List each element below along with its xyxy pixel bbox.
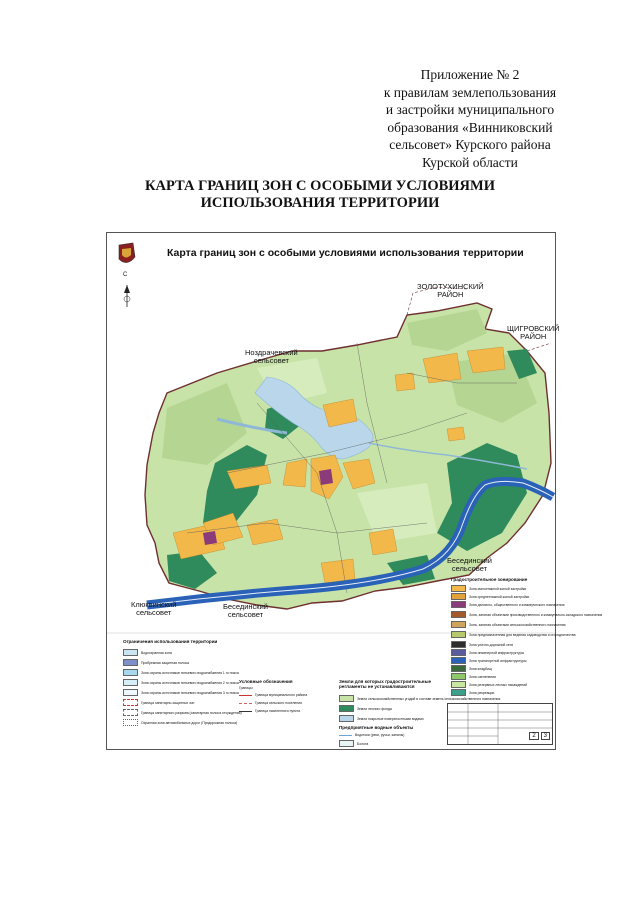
legend-swatch bbox=[239, 695, 252, 696]
legend-swatch bbox=[123, 709, 138, 716]
legend-item bbox=[451, 601, 564, 608]
legend-item bbox=[239, 709, 300, 713]
legend-label: Зона озеленения bbox=[469, 674, 496, 679]
legend-swatch bbox=[123, 689, 138, 696]
legend-symbols-subtitle: Границы bbox=[239, 686, 253, 690]
legend-swatch bbox=[339, 695, 354, 702]
legend-swatch bbox=[451, 585, 466, 592]
legend-label: Зона, занятая объектами сельскохозяйственного назначения bbox=[469, 622, 566, 627]
label-line: ЩИГРОВСКИЙ bbox=[507, 324, 560, 333]
legend-label: Зона малоэтажной жилой застройки bbox=[469, 586, 527, 591]
legend-swatch bbox=[339, 715, 354, 722]
coat-of-arms-icon bbox=[119, 243, 135, 263]
legend-item bbox=[339, 695, 500, 702]
legend-item bbox=[451, 649, 524, 656]
legend-label: Зона резервных лесных насаждений bbox=[469, 682, 528, 687]
document-title-line: КАРТА ГРАНИЦ ЗОН С ОСОБЫМИ УСЛОВИЯМИ bbox=[145, 178, 495, 194]
legend-label: Земли покрытые поверхностными водами bbox=[357, 716, 424, 721]
legend-swatch bbox=[123, 669, 138, 676]
label-line: РАЙОН bbox=[520, 332, 547, 341]
legend-swatch bbox=[451, 673, 466, 680]
legend-item bbox=[451, 641, 513, 648]
legend-item bbox=[451, 611, 602, 618]
legend-label: Зона кладбищ bbox=[469, 666, 492, 671]
settlement-area bbox=[467, 347, 505, 373]
legend-swatch bbox=[451, 657, 466, 664]
legend-swatch bbox=[451, 611, 466, 618]
legend-label: Граница санитарного разрыва (санитарная полоса отчуждения) bbox=[141, 710, 242, 715]
label-shchigrovsky bbox=[507, 325, 559, 341]
label-line: ЗОЛОТУХИНСКИЙ bbox=[417, 282, 484, 291]
appendix-line: Курской области bbox=[422, 154, 518, 170]
legend-label: Зона улично-дорожной сети bbox=[469, 642, 514, 647]
legend-label: Прибрежная защитная полоса bbox=[141, 660, 190, 665]
legend-swatch bbox=[123, 659, 138, 666]
legend-item bbox=[339, 705, 392, 712]
legend-swatch bbox=[123, 679, 138, 686]
legend-swatch bbox=[339, 735, 352, 736]
appendix-line: к правилам землепользования bbox=[383, 84, 557, 100]
legend-label: Зона предназначенная для ведения садоводства и огородничества bbox=[469, 632, 576, 637]
legend-swatch bbox=[451, 665, 466, 672]
legend-swatch bbox=[239, 711, 252, 712]
settlement-area bbox=[447, 427, 465, 441]
legend-item bbox=[239, 701, 302, 705]
legend-item bbox=[451, 665, 492, 672]
legend-item bbox=[123, 679, 239, 686]
public-zone bbox=[319, 469, 333, 485]
legend-item bbox=[451, 585, 526, 592]
legend-item bbox=[339, 733, 404, 737]
legend-label: Граница сельского поселения bbox=[255, 701, 302, 705]
legend-symbols-title: Условные обозначения bbox=[239, 679, 293, 684]
legend-label: Граница населенного пункта bbox=[255, 709, 300, 713]
legend-label: Зона инженерной инфраструктуры bbox=[469, 650, 525, 655]
legend-label: Водоохранная зона bbox=[141, 650, 172, 655]
appendix-line: Приложение № 2 bbox=[420, 67, 520, 82]
legend-label: Охранная зона автомобильных дорог (Придорожная полоса) bbox=[141, 720, 238, 725]
label-besedinsky-south bbox=[223, 603, 268, 619]
legend-swatch bbox=[123, 719, 138, 726]
legend-swatch bbox=[451, 681, 466, 688]
legend-label: Зона среднеэтажной жилой застройки bbox=[469, 594, 530, 599]
sheet-total: 3 bbox=[541, 732, 550, 740]
map-title: Карта границ зон с особыми условиями использования территории bbox=[167, 247, 524, 259]
document-title-line: ИСПОЛЬЗОВАНИЯ ТЕРРИТОРИИ bbox=[200, 195, 440, 211]
legend-item bbox=[451, 689, 494, 696]
label-nozdrachevsky bbox=[245, 349, 298, 365]
label-klyukvinsky bbox=[131, 601, 176, 617]
legend-label: Граница муниципального района bbox=[255, 693, 308, 697]
legend-swatch bbox=[123, 699, 138, 706]
map-sheet bbox=[106, 232, 603, 750]
legend-lands-title: Земли для которых градостроительные регламенты не устанавливаются bbox=[339, 679, 432, 689]
legend-swatch bbox=[451, 649, 466, 656]
label-line: сельсовет bbox=[227, 610, 264, 619]
legend-swatch bbox=[339, 740, 354, 747]
label-line: Клюквинский bbox=[131, 600, 177, 609]
legend-item bbox=[451, 631, 575, 638]
legend-label: Зона охраны источников питьевого водоснабжения 1 го пояса bbox=[141, 670, 239, 675]
legend-item bbox=[339, 715, 423, 722]
legend-restrictions-title: Ограничения использования территории bbox=[123, 639, 218, 644]
north-arrow-icon bbox=[124, 285, 130, 307]
label-line: сельсовет bbox=[451, 564, 488, 573]
legend-label: Зона охраны источников питьевого водоснабжения 2 го пояса bbox=[141, 680, 239, 685]
legend-label: Зона рекреации bbox=[469, 690, 495, 695]
sheet-current: 2 bbox=[529, 732, 538, 740]
legend-label: Болота bbox=[357, 741, 369, 746]
legend-swatch bbox=[123, 649, 138, 656]
legend-swatch bbox=[239, 703, 252, 704]
legend-item bbox=[451, 657, 526, 664]
legend-item bbox=[239, 693, 307, 697]
label-line: Бесединский bbox=[447, 556, 492, 565]
legend-item bbox=[123, 659, 189, 666]
label-line: Ноздрачевский bbox=[245, 348, 298, 357]
legend-item bbox=[451, 593, 529, 600]
legend-swatch bbox=[451, 631, 466, 638]
legend-swatch bbox=[451, 601, 466, 608]
legend-linear-title: Предприятные водные объекты bbox=[339, 725, 414, 730]
legend-label: Земли лесного фонда bbox=[357, 706, 392, 711]
title-block-stamp bbox=[447, 703, 553, 745]
legend-item bbox=[123, 649, 172, 656]
legend-label: Граница санитарно-защитных зон bbox=[141, 700, 195, 705]
legend-label: Зона транспортной инфраструктуры bbox=[469, 658, 527, 663]
legend-item bbox=[123, 689, 239, 696]
settlement-area bbox=[369, 529, 397, 555]
legend-swatch bbox=[451, 621, 466, 628]
appendix-line: образования «Винниковский bbox=[387, 119, 553, 135]
sheet-number bbox=[529, 732, 550, 740]
legend-item bbox=[123, 719, 237, 726]
document-title bbox=[100, 178, 540, 212]
legend-swatch bbox=[339, 705, 354, 712]
legend-zoning-title: Градостроительное зонирование bbox=[451, 577, 528, 582]
label-zolotukhinsky bbox=[417, 283, 484, 299]
label-line: сельсовет bbox=[253, 356, 289, 365]
legend-label: Зона охраны источников питьевого водоснабжения 3 го пояса bbox=[141, 690, 239, 695]
label-line: Бесединский bbox=[223, 602, 268, 611]
public-zone bbox=[203, 531, 217, 545]
label-line: сельсовет bbox=[136, 608, 172, 617]
legend-label: Земли сельскохозяйственных угодий в составе земель сельскохозяйственного назначения bbox=[357, 696, 501, 701]
settlement-area bbox=[321, 559, 355, 583]
legend-item bbox=[451, 621, 566, 628]
legend-item bbox=[451, 673, 496, 680]
legend-item bbox=[339, 740, 368, 747]
legend-item bbox=[123, 699, 194, 706]
legend-item bbox=[123, 709, 242, 716]
appendix-line: и застройки муниципального bbox=[385, 102, 555, 117]
legend-label: Зона делового, общественного и коммерческого назначения bbox=[469, 602, 565, 607]
legend-item bbox=[451, 681, 527, 688]
neighbor-boundary bbox=[527, 343, 551, 351]
legend-label: Зона, занятая объектами производственного и коммунально-складского назначения bbox=[469, 612, 603, 617]
legend-swatch bbox=[451, 641, 466, 648]
legend-swatch bbox=[451, 689, 466, 696]
appendix-line: сельсовет» Курского района bbox=[389, 137, 551, 152]
legend-label: Водотоки (реки, ручьи, каналы) bbox=[355, 733, 405, 737]
appendix-heading bbox=[360, 66, 580, 171]
legend-item bbox=[123, 669, 239, 676]
label-besedinsky-east bbox=[447, 557, 492, 573]
north-letter: С bbox=[123, 272, 128, 278]
settlement-area bbox=[395, 373, 415, 391]
legend-swatch bbox=[451, 593, 466, 600]
label-line: РАЙОН bbox=[437, 290, 464, 299]
